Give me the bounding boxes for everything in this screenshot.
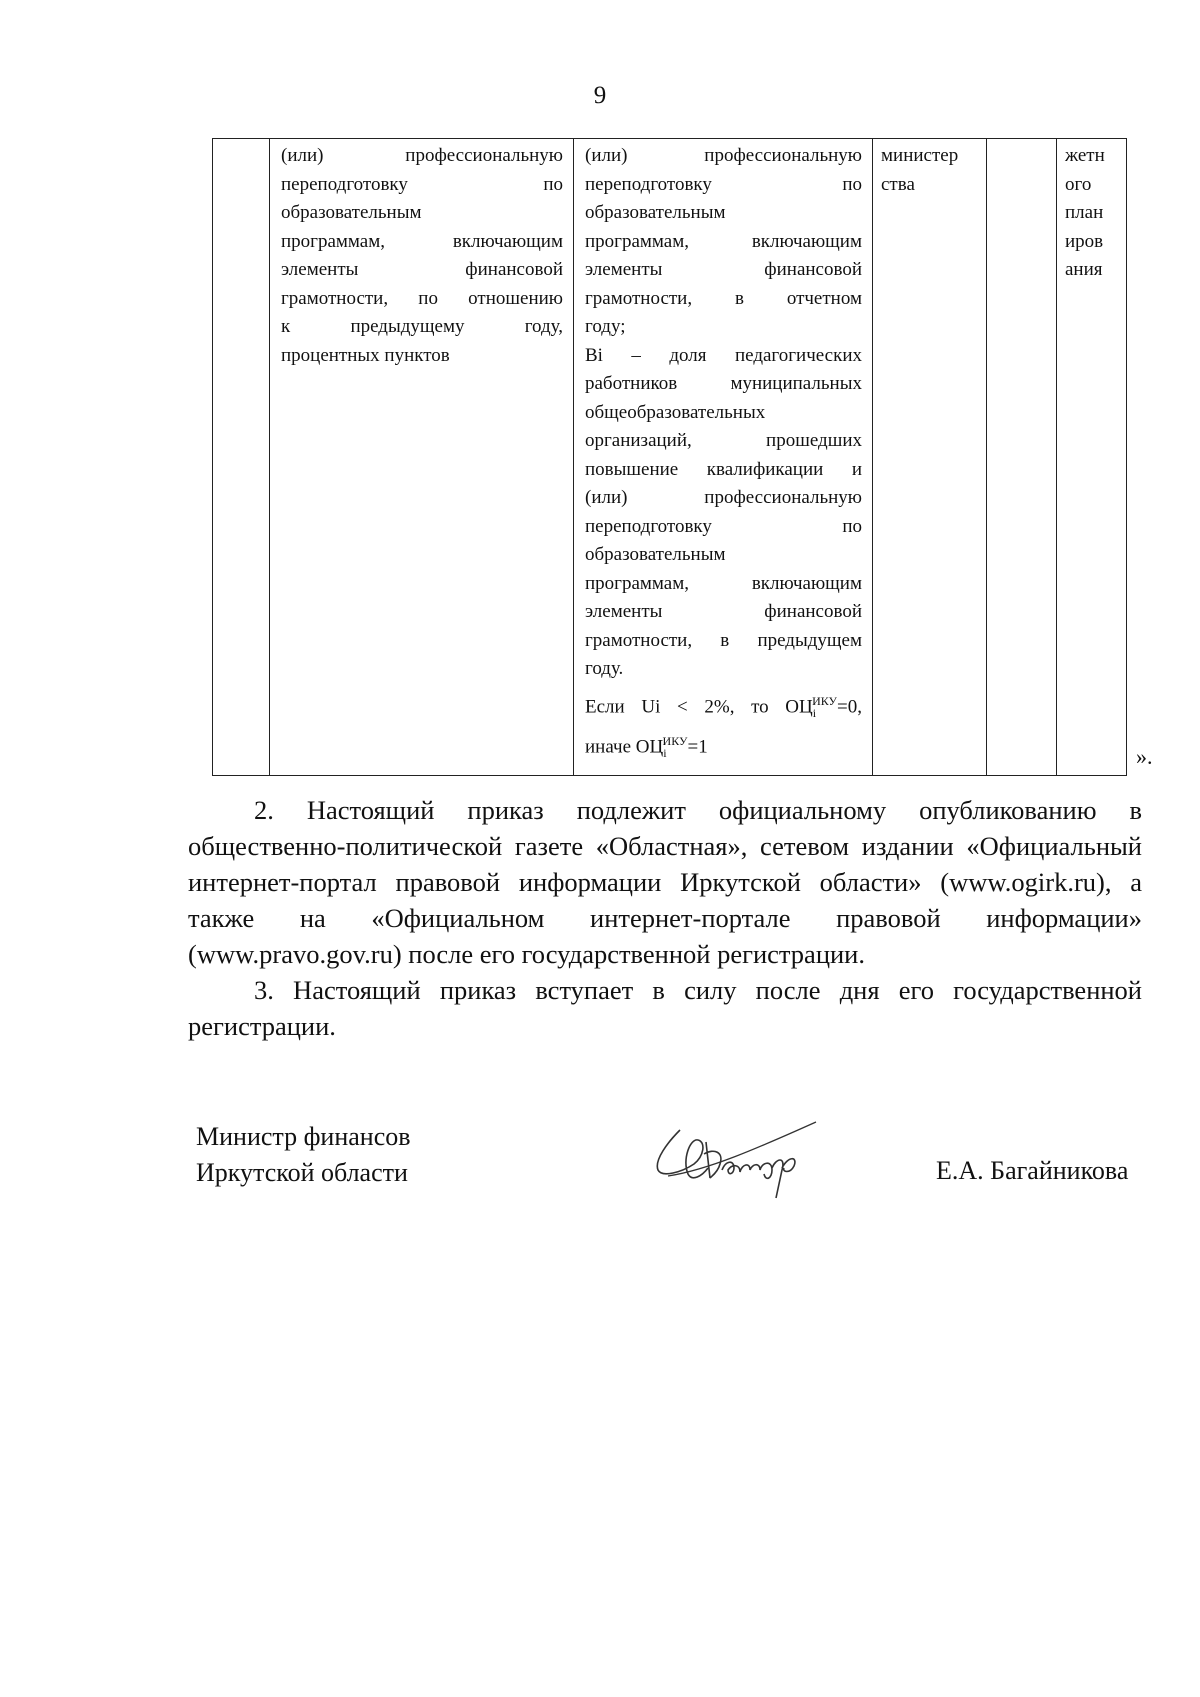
formula	[574, 684, 872, 768]
cell-line: повышение квалификации и	[585, 458, 862, 480]
cell-line: ства	[881, 173, 915, 195]
cell-line: работников муниципальных	[585, 373, 862, 394]
formula-line-2: иначе $ОЦ_i^{ИКУ}=1$	[585, 734, 708, 761]
cell-line: переподготовку по	[585, 173, 862, 195]
calculation-text	[574, 139, 872, 684]
cell-line: программам, включающим	[281, 230, 563, 252]
table-cell-source	[1057, 139, 1127, 776]
cell-line: министер	[881, 145, 959, 166]
cell-line: элементы финансовой	[281, 259, 563, 280]
cell-line: (или) профессиональную	[585, 487, 862, 508]
source-text	[1057, 139, 1126, 285]
indicator-name-text	[270, 139, 573, 370]
signer-title-line-2: Иркутской области	[196, 1158, 408, 1187]
closing-quote: ».	[1136, 744, 1153, 769]
cell-line: грамотности, в предыдущем	[585, 629, 862, 651]
cell-line: иров	[1065, 230, 1104, 252]
cell-line: общеобразовательных	[585, 401, 766, 423]
signer-title-line-1: Министр финансов	[196, 1122, 411, 1151]
signer-name: Е.А. Багайникова	[936, 1156, 1129, 1185]
table-cell-number	[213, 139, 270, 776]
paragraph-3: 3. Настоящий приказ вступает в силу после дня его государственной регистрации.	[188, 975, 1142, 1041]
table-cell-indicator-name	[270, 139, 574, 776]
cell-line: жетн	[1065, 145, 1105, 166]
cell-line: организаций, прошедших	[585, 430, 862, 451]
page-number: 9	[593, 82, 607, 109]
cell-line: (или) профессиональную	[281, 145, 563, 166]
body-paragraphs	[188, 792, 1142, 1044]
cell-line: году.	[585, 658, 624, 679]
table-cell-empty	[987, 139, 1057, 776]
cell-line: процентных пунктов	[281, 344, 450, 366]
cell-line: ого	[1065, 173, 1092, 195]
cell-line: план	[1065, 202, 1104, 223]
cell-line: программам, включающим	[585, 230, 862, 252]
responsible-text	[873, 139, 986, 199]
table-cell-responsible	[873, 139, 987, 776]
table-row	[213, 139, 1127, 776]
cell-line: Bi – доля педагогических	[585, 344, 862, 366]
cell-line: к предыдущему году,	[281, 316, 563, 337]
cell-line: переподготовку по	[281, 173, 563, 195]
cell-line: грамотности, в отчетном	[585, 287, 862, 309]
signer-position	[196, 1119, 411, 1191]
table-cell-calculation	[574, 139, 873, 776]
paragraph-2: 2. Настоящий приказ подлежит официальному опубликованию в общественно-политической газете «Областная», сетевом издании «Официальный интернет-портал правовой информации Иркутской области» (www.ogirk.ru), а также на «Официальном интернет-портале правовой информации» (www.pravo.gov.ru) после его государственной регистрации.	[188, 795, 1142, 969]
cell-line: образовательным	[585, 202, 726, 223]
cell-line: элементы финансовой	[585, 601, 862, 622]
cell-line: образовательным	[281, 202, 422, 223]
cell-line: программам, включающим	[585, 572, 862, 594]
cell-line: (или) профессиональную	[585, 145, 862, 166]
cell-line: грамотности, по отношению	[281, 287, 563, 309]
cell-line: элементы финансовой	[585, 259, 862, 280]
cell-line: году;	[585, 316, 626, 337]
handwritten-signature	[648, 1112, 818, 1202]
cell-line: переподготовку по	[585, 515, 862, 537]
formula-line-1: Если Ui < 2%, то $ОЦ_i^{ИКУ}=0$,	[585, 693, 862, 720]
cell-line: образовательным	[585, 544, 726, 565]
indicator-table	[212, 138, 1127, 776]
cell-line: ания	[1065, 259, 1103, 280]
